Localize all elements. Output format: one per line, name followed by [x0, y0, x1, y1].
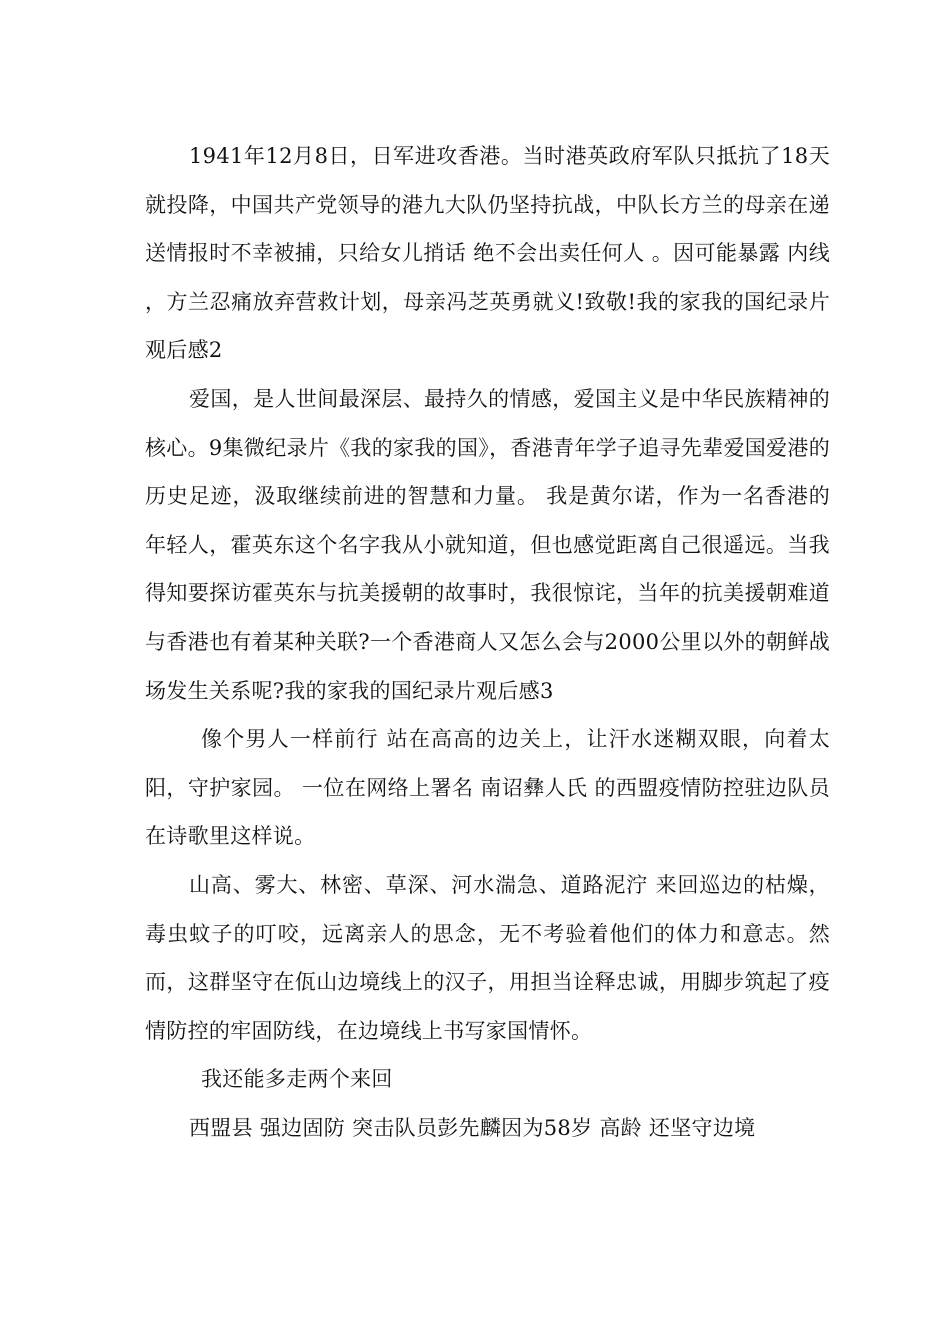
paragraph-border-hardship: 山高、雾大、林密、草深、河水湍急、道路泥泞 来回巡边的枯燥，毒虫蚊子的叮咬，远离亲人的思念，无不考验着他们的体力和意志。然而，这群坚守在佤山边境线上的汉子，用担当诠释忠诚，用脚步筑起了疫情防控的牢固防线，在边境线上书写家国情怀。 [145, 872, 830, 1043]
paragraph-subheading: 我还能多走两个来回 [201, 1067, 393, 1092]
paragraph-patriotism: 爱国，是人世间最深层、最持久的情感，爱国主义是中华民族精神的核心。9集微纪录片《我的家我的国》，香港青年学子追寻先辈爱国爱港的历史足迹，汲取继续前进的智慧和力量。 我是黄尔诺，作为一名香港的年轻人，霍英东这个名字我从小就知道，但也感觉距离自己很遥远。当我得知要探访霍英东与抗美援朝的故事时，我很惊诧，当年的抗美援朝难道与香港也有着某种关联?一个香港商人又怎么会与2000公里以外的朝鲜战场发生关系呢?我的家我的国纪录片观后感3 [145, 386, 830, 703]
document-body [145, 132, 830, 1152]
paragraph-ximeng-county: 西盟县 强边固防 突击队员彭先麟因为58岁 高龄 还坚守边境 [189, 1115, 756, 1140]
paragraph-1941-hong-kong: 1941年12月8日，日军进攻香港。当时港英政府军队只抵抗了18天就投降，中国共产党领导的港九大队仍坚持抗战，中队长方兰的母亲在递送情报时不幸被捕，只给女儿捎话 绝不会出卖任何人 。因可能暴露 内线 ，方兰忍痛放弃营救计划，母亲冯芝英勇就义!致敬!我的家我的国纪录片观后感2 [145, 144, 830, 363]
paragraph-border-poem: 像个男人一样前行 站在高高的边关上，让汗水迷糊双眼，向着太阳，守护家园。 一位在网络上署名 南诏彝人氏 的西盟疫情防控驻边队员在诗歌里这样说。 [145, 727, 830, 849]
